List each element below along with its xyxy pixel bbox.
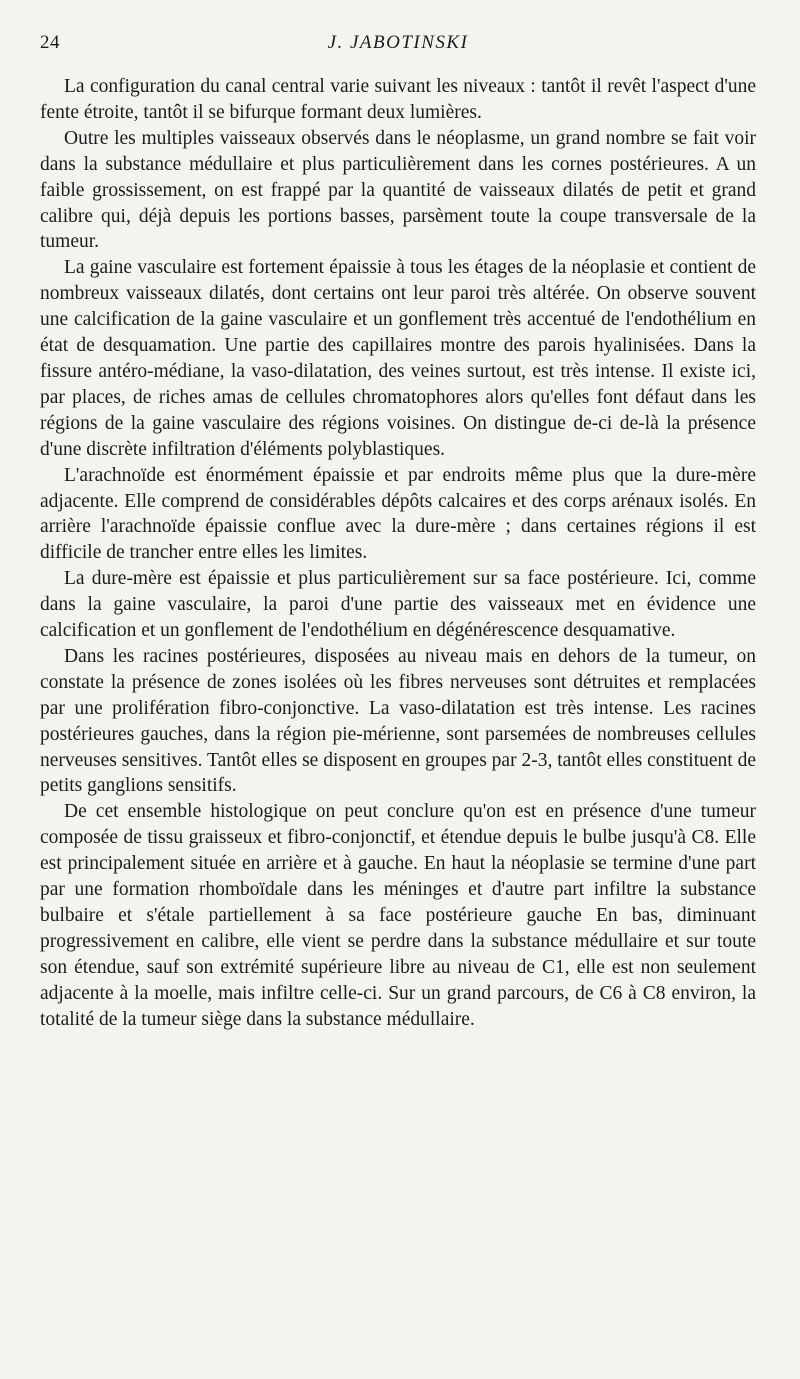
page-header — [40, 32, 756, 58]
running-head: J. JABOTINSKI — [327, 32, 469, 53]
paragraph: La dure-mère est épaissie et plus particulièrement sur sa face postérieure. Ici, comme dans la gaine vasculaire, la paroi d'une partie des vaisseaux met en évidence une calcification et un gonflement de l'endothélium en dégénérescence desquamative. — [40, 568, 756, 642]
paragraph: De cet ensemble histologique on peut conclure qu'on est en présence d'une tumeur composée de tissu graisseux et fibro-conjonctif, et étendue depuis le bulbe jusqu'à C8. Elle est principalement située en arrière et à gauche. En haut la néoplasie se termine d'une part par une formation rhomboïdale dans les méninges et d'autre part infiltre la substance bulbaire et s'étale partiellement à sa face postérieure gauche En bas, diminuant progressivement en calibre, elle vient se perdre dans la substance médullaire et sur toute son étendue, sauf son extrémité supérieure libre au niveau de C1, elle est non seulement adjacente à la moelle, mais infiltre celle-ci. Sur un grand parcours, de C6 à C8 environ, la totalité de la tumeur siège dans la substance médullaire. — [40, 801, 756, 1030]
paragraph: Outre les multiples vaisseaux observés dans le néoplasme, un grand nombre se fait voir dans la substance médullaire et plus particulièrement dans les cornes postérieures. A un faible grossissement, on est frappé par la quantité de vaisseaux dilatés de petit et grand calibre qui, déjà depuis les portions basses, parsèment toute la coupe transversale de la tumeur. — [40, 127, 756, 253]
body-text — [40, 74, 756, 1033]
page-number: 24 — [40, 32, 60, 53]
paragraph: La configuration du canal central varie suivant les niveaux : tantôt il revêt l'aspect d'une fente étroite, tantôt il se bifurque formant deux lumières. — [40, 76, 756, 123]
paragraph: Dans les racines postérieures, disposées au niveau mais en dehors de la tumeur, on constate la présence de zones isolées où les fibres nerveuses sont détruites et remplacées par une prolifération fibro-conjonctive. La vaso-dilatation est très intense. Les racines postérieures gauches, dans la région pie-mérienne, sont parsemées de nombreuses cellules nerveuses sensitives. Tantôt elles se disposent en groupes par 2-3, tantôt elles constituent de petits ganglions sensitifs. — [40, 645, 756, 797]
paragraph: La gaine vasculaire est fortement épaissie à tous les étages de la néoplasie et contient de nombreux vaisseaux dilatés, dont certains ont leur paroi très altérée. On observe souvent une calcification de la gaine vasculaire et un gonflement très accentué de l'endothélium en état de desquamation. Une partie des capillaires montre des parois hyalinisées. Dans la fissure antéro-médiane, la vaso-dilatation, des veines surtout, est très intense. Il existe ici, par places, de riches amas de cellules chromatophores alors qu'elles font défaut dans les régions de la gaine vasculaire des régions voisines. On distingue de-ci de-là la présence d'une discrète infiltration d'éléments polyblastiques. — [40, 257, 756, 460]
paragraph: L'arachnoïde est énormément épaissie et par endroits même plus que la dure-mère adjacente. Elle comprend de considérables dépôts calcaires et des corps arénaux isolés. En arrière l'arachnoïde épaissie conflue avec la dure-mère ; dans certaines régions il est difficile de trancher entre elles les limites. — [40, 464, 756, 564]
book-page — [40, 32, 756, 1033]
